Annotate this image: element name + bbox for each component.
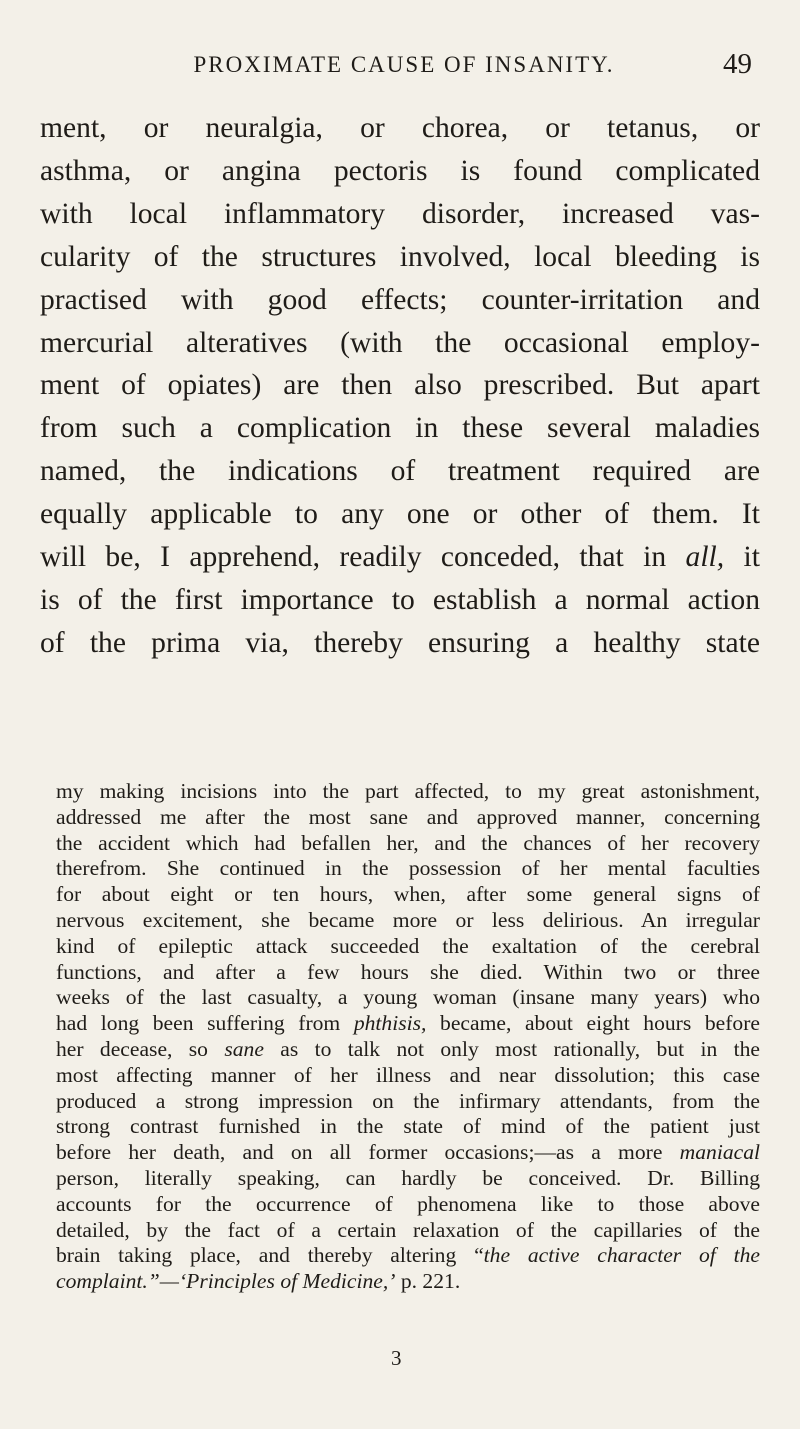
footnote-italic-text: maniacal xyxy=(679,1140,760,1165)
footnote-line-text: produced a strong impression on the infirmary attendants, from the xyxy=(56,1088,760,1113)
main-text xyxy=(40,107,760,665)
main-text-line-text: from such a complication in these several maladies xyxy=(40,412,760,445)
footnote-italic-text: phthisis, xyxy=(353,1011,427,1036)
main-text-line-text: it xyxy=(724,541,760,574)
footnote-line-text: weeks of the last casualty, a young woman (insane many years) who xyxy=(56,985,760,1010)
footnote-line-text: her decease, so xyxy=(56,1036,225,1061)
footnote-line xyxy=(56,1166,760,1192)
main-text-line-text: with local inflammatory disorder, increased vas- xyxy=(40,197,760,230)
footnote-line xyxy=(56,1192,760,1218)
main-text-line-text: mercurial alteratives (with the occasional employ- xyxy=(40,326,760,359)
running-title: PROXIMATE CAUSE OF INSANITY. xyxy=(193,52,615,77)
main-text-line-text: practised with good effects; counter-irritation and xyxy=(40,283,760,316)
footnote-line xyxy=(56,805,760,831)
footnote-line-text: strong contrast furnished in the state of mind of the patient just xyxy=(56,1114,760,1139)
running-head xyxy=(56,48,752,86)
footnote-line-text: became, about eight hours before xyxy=(426,1011,761,1036)
main-text-line-text: ment, or neuralgia, or chorea, or tetanus, or xyxy=(40,112,760,144)
main-text-line-text: ment of opiates) are then also prescribed. But apart xyxy=(40,369,760,402)
main-text-line-text: asthma, or angina pectoris is found complicated xyxy=(40,154,760,187)
footnote-line-text: kind of epileptic attack succeeded the exaltation of the cerebral xyxy=(56,933,760,958)
footnote-line-text: for about eight or ten hours, when, after some general signs of xyxy=(56,882,760,907)
main-text-line-text: cularity of the structures involved, local bleeding is xyxy=(40,240,760,273)
signature-mark: 3 xyxy=(391,1346,402,1370)
footnote-line xyxy=(56,1269,760,1295)
footnote-line-text: nervous excitement, she became more or less delirious. An irregular xyxy=(56,907,760,932)
footnote-line-text: p. 221. xyxy=(395,1269,461,1294)
footnote-line-text: the accident which had befallen her, and the chances of her recovery xyxy=(56,830,760,855)
main-text-line xyxy=(40,322,760,365)
page-number: 49 xyxy=(723,48,752,80)
footnote-line xyxy=(56,908,760,934)
main-text-line-text: named, the indications of treatment required are xyxy=(40,455,760,488)
footnote xyxy=(56,779,760,1295)
main-text-line-text: equally applicable to any one or other of them. It xyxy=(40,498,760,531)
main-text-line xyxy=(40,236,760,279)
footnote-line-text: had long been suffering from xyxy=(56,1011,354,1036)
footnote-line xyxy=(56,1114,760,1140)
main-text-line-text: of the prima via, thereby ensuring a healthy state xyxy=(40,626,760,659)
footnote-line-text: brain taking place, and thereby altering “ xyxy=(56,1243,484,1268)
footnote-line xyxy=(56,1037,760,1063)
footnote-line xyxy=(56,1218,760,1244)
footnote-line-text: my making incisions into the part affected, to my great astonishment, xyxy=(56,779,760,803)
footnote-italic-text: sane xyxy=(224,1036,264,1061)
main-text-line-text: will be, I apprehend, readily conceded, that in xyxy=(40,541,686,574)
main-text-line xyxy=(40,364,760,407)
main-text-line xyxy=(40,579,760,622)
main-text-line xyxy=(40,279,760,322)
footnote-line-text: most affecting manner of her illness and near dissolution; this case xyxy=(56,1062,760,1087)
footnote-line xyxy=(56,960,760,986)
footnote-line xyxy=(56,779,760,805)
footnote-line-text: as to talk not only most rationally, but in the xyxy=(263,1036,760,1061)
footnote-line-text: person, literally speaking, can hardly be conceived. Dr. Billing xyxy=(56,1165,760,1190)
main-text-line xyxy=(40,450,760,493)
footnote-line xyxy=(56,1063,760,1089)
main-text-line xyxy=(40,493,760,536)
footnote-italic-text: the active character of the xyxy=(483,1243,760,1268)
footnote-line xyxy=(56,856,760,882)
footnote-line-text: therefrom. She continued in the possession of her mental faculties xyxy=(56,856,760,881)
main-text-line xyxy=(40,193,760,236)
footnote-line-text: accounts for the occurrence of phenomena like to those above xyxy=(56,1191,760,1216)
main-text-line xyxy=(40,536,760,579)
footnote-line-text: before her death, and on all former occasions;—as a more xyxy=(56,1140,680,1165)
main-text-line xyxy=(40,407,760,450)
footnote-line xyxy=(56,1140,760,1166)
footnote-line xyxy=(56,1243,760,1269)
footnote-line-text: functions, and after a few hours she died. Within two or three xyxy=(56,959,760,984)
footnote-line xyxy=(56,985,760,1011)
main-text-line-text: is of the first importance to establish a normal action xyxy=(40,583,760,616)
footnote-line xyxy=(56,831,760,857)
footnote-italic-text: complaint.”—‘Principles of Medicine,’ xyxy=(56,1269,396,1294)
footnote-line xyxy=(56,1089,760,1115)
main-text-line xyxy=(40,622,760,665)
footnote-line xyxy=(56,1011,760,1037)
footnote-line-text: addressed me after the most sane and approved manner, concerning xyxy=(56,804,760,829)
footnote-line-text: detailed, by the fact of a certain relaxation of the capillaries of the xyxy=(56,1217,760,1242)
footnote-line xyxy=(56,882,760,908)
main-text-italic-text: all, xyxy=(685,541,725,574)
footnote-line xyxy=(56,934,760,960)
main-text-line xyxy=(40,150,760,193)
main-text-line xyxy=(40,107,760,150)
